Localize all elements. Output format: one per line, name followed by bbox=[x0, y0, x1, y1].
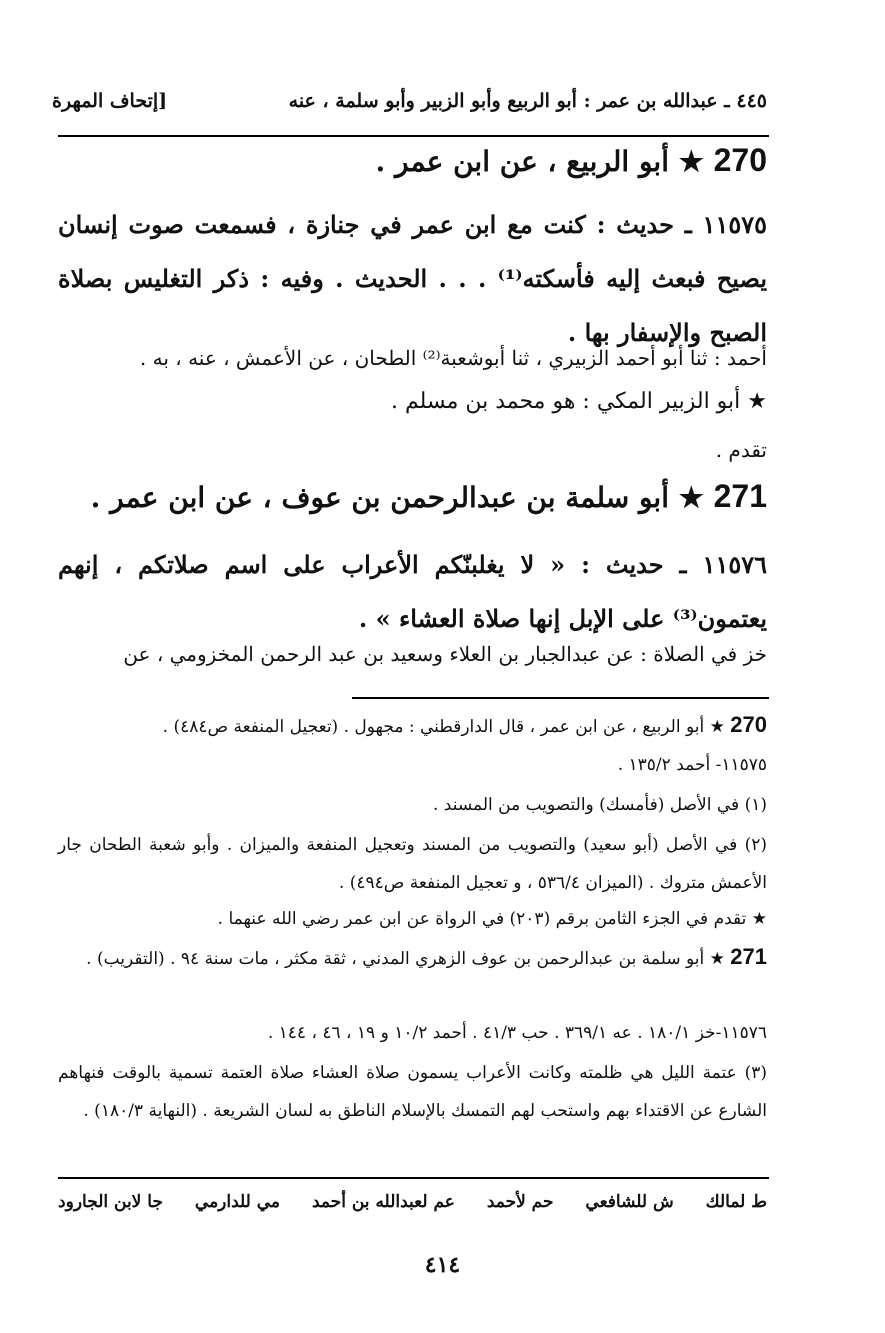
running-header bbox=[52, 86, 767, 116]
abbrev-item: عم لعبدالله بن أحمد bbox=[311, 1192, 455, 1212]
footnote-270 bbox=[58, 706, 767, 746]
footnote-271 bbox=[58, 938, 767, 978]
entry-270-heading bbox=[58, 142, 767, 179]
note-abu-zubair: ★ أبو الزبير المكي : هو محمد بن مسلم . bbox=[391, 389, 767, 414]
note-taqaddam: تقدم . bbox=[715, 438, 767, 462]
abbreviation-divider bbox=[58, 1177, 769, 1179]
entry-number: 270 bbox=[713, 142, 767, 178]
footnote-11576: ١١٥٧٦-خز ١٨٠/١ . عه ٣٦٩/١ . حب ٤١/٣ . أحمد ١٠/٢ و ١٩ ، ٤٦ ، ١٤٤ . bbox=[267, 1023, 767, 1043]
footnote-2: (٢) في الأصل (أبو سعيد) والتصويب من المسند وتعجيل المنفعة والميزان . وأبو شعبة الطحان جار الأعمش متروك . (الميزان ٥٣٦/٤ ، و تعجيل المنفعة ص٤٩٤) . bbox=[58, 835, 767, 893]
footnote-star-taqaddam: ★ تقدم في الجزء الثامن برقم (٢٠٣) في الرواة عن ابن عمر رضي الله عنهما . bbox=[217, 909, 767, 929]
header-book-title: [إتحاف المهرة bbox=[52, 90, 168, 112]
hadith-11576: ١١٥٧٦ ـ حديث : « لا يغلبنّكم الأعراب على اسم صلاتكم ، إنهم يعتمون⁽³⁾ على الإبل إنها صلاة العشاء » . bbox=[58, 550, 767, 633]
entry-text: أبو سلمة بن عبدالرحمن بن عوف ، عن ابن عمر . bbox=[90, 481, 669, 514]
footnote-divider bbox=[352, 697, 769, 699]
abbreviation-key bbox=[58, 1192, 767, 1212]
footnote-text: ★ أبو الربيع ، عن ابن عمر ، قال الدارقطني : مجهول . (تعجيل المنفعة ص٤٨٤) . bbox=[162, 717, 725, 737]
footnote-number: 270 bbox=[730, 712, 767, 737]
abbrev-item: ط لمالك bbox=[705, 1192, 767, 1212]
page-number: ٤١٤ bbox=[424, 1252, 461, 1278]
footnote-3: (٣) عتمة الليل هي ظلمته وكانت الأعراب يسمون صلاة العشاء صلاة العتمة تسمية بالوقت فنهاهم الشارع عن الاقتداء بهم واستحب لهم التمسك بالإسلام الناطق به لسان الشريعة . (النهاية ١٨٠/٣) . bbox=[58, 1063, 767, 1121]
hadith-11575: ١١٥٧٥ ـ حديث : كنت مع ابن عمر في جنازة ، فسمعت صوت إنسان يصيح فبعث إليه فأسكته⁽¹⁾ . . . الحديث . وفيه : ذكر التغليس بصلاة الصبح والإسفار بها . bbox=[58, 210, 767, 347]
abbrev-item: جا لابن الجارود bbox=[58, 1192, 163, 1212]
footnote-1: (١) في الأصل (فأمسك) والتصويب من المسند . bbox=[432, 795, 767, 815]
footnote-11575: ١١٥٧٥- أحمد ١٣٥/٢ . bbox=[617, 755, 767, 775]
entry-text: أبو الربيع ، عن ابن عمر . bbox=[375, 145, 669, 178]
abbrev-item: حم لأحمد bbox=[486, 1192, 554, 1212]
footnote-text: ★ أبو سلمة بن عبدالرحمن بن عوف الزهري المدني ، ثقة مكثر ، مات سنة ٩٤ . (التقريب) . bbox=[86, 949, 725, 969]
header-title: ٤٤٥ ـ عبدالله بن عمر : أبو الربيع وأبو الزبير وأبو سلمة ، عنه bbox=[288, 90, 767, 112]
abbrev-item: ش للشافعي bbox=[585, 1192, 674, 1212]
abbrev-item: مي للدارمي bbox=[194, 1192, 281, 1212]
star-icon: ★ bbox=[678, 481, 704, 514]
entry-271-heading bbox=[58, 478, 767, 515]
isnad-line: أحمد : ثنا أبو أحمد الزبيري ، ثنا أبوشعبة⁽²⁾ الطحان ، عن الأعمش ، عنه ، به . bbox=[139, 346, 767, 370]
takhrij-line: خز في الصلاة : عن عبدالجبار بن العلاء وسعيد بن عبد الرحمن المخزومي ، عن bbox=[123, 642, 767, 666]
header-divider bbox=[58, 135, 769, 137]
footnote-number: 271 bbox=[730, 944, 767, 969]
star-icon: ★ bbox=[678, 145, 704, 178]
entry-number: 271 bbox=[713, 478, 767, 514]
